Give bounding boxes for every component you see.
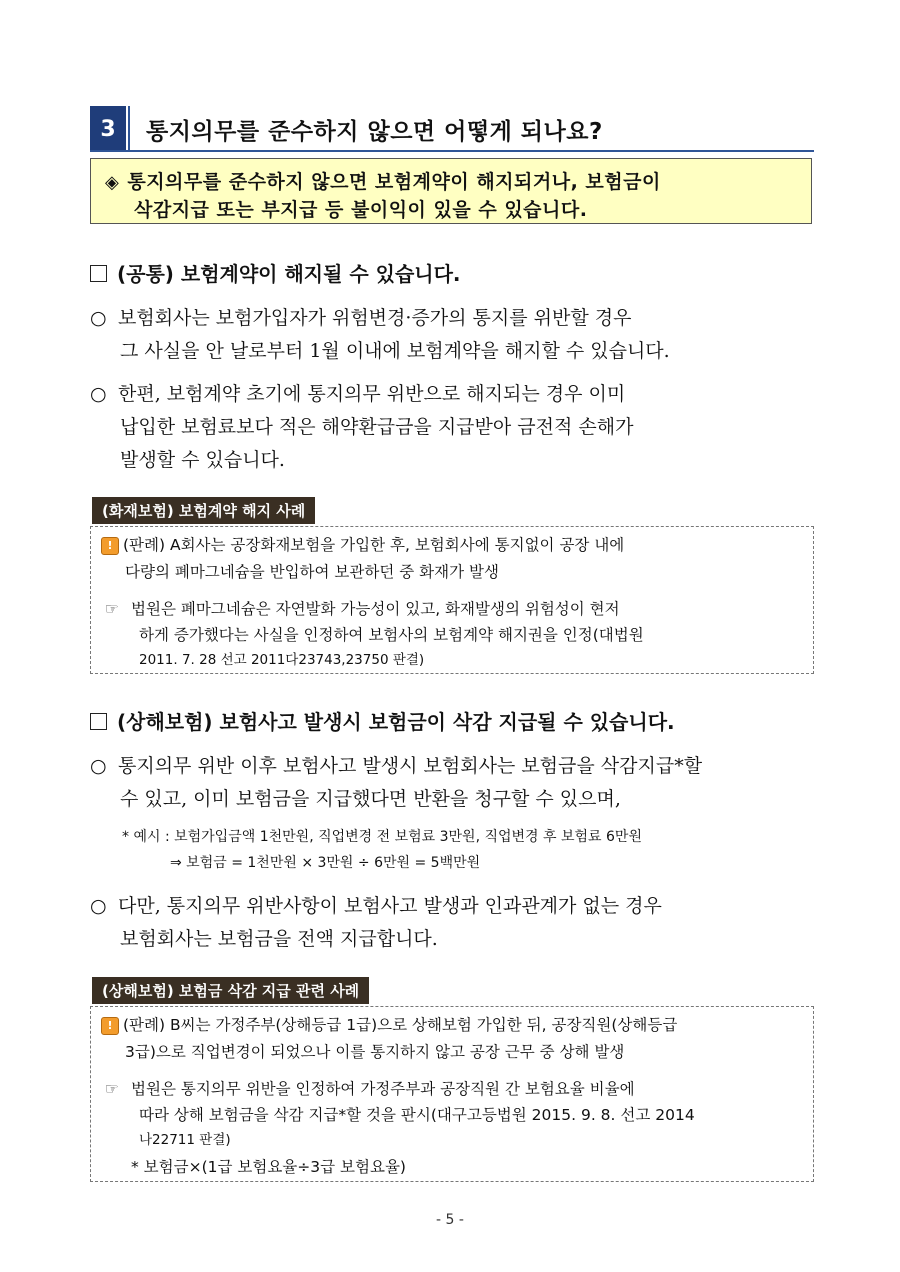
summary-box	[90, 158, 812, 224]
section-underline	[90, 150, 814, 152]
common-p1-line2: 그 사실을 안 날로부터 1월 이내에 보험계약을 해지할 수 있습니다.	[120, 340, 670, 362]
section-number: 3	[90, 106, 126, 152]
pointing-hand-icon: ☞	[105, 600, 119, 618]
case2-line5: 나22711 판결)	[139, 1132, 231, 1148]
case1-line4: 하게 증가했다는 사실을 인정하여 보험사의 보험계약 해지권을 인정(대법원	[139, 626, 644, 644]
case1-line2: 다량의 폐마그네슘을 반입하여 보관하던 중 화재가 발생	[125, 563, 499, 581]
common-p2-line1	[90, 378, 633, 411]
bullet-circle-icon: ○	[90, 755, 107, 777]
case1-line3	[105, 597, 620, 622]
injury-paragraph-1	[90, 750, 702, 816]
injury-p1-text1: 통지의무 위반 이후 보험사고 발생시 보험회사는 보험금을 삭감지급*할	[118, 755, 703, 777]
case2-label: (상해보험) 보험금 삭감 지급 관련 사례	[92, 977, 369, 1004]
injury-p2-line1	[90, 890, 662, 923]
injury-p1-line2: 수 있고, 이미 보험금을 지급했다면 반환을 청구할 수 있으며,	[120, 788, 621, 810]
bullet-circle-icon: ○	[90, 307, 107, 329]
case1-line5: 2011. 7. 28 선고 2011다23743,23750 판결)	[139, 652, 425, 668]
injury-heading-text: (상해보험) 보험사고 발생시 보험금이 삭감 지급될 수 있습니다.	[117, 710, 675, 734]
injury-paragraph-2	[90, 890, 662, 956]
bullet-circle-icon: ○	[90, 895, 107, 917]
alert-icon: !	[101, 1017, 119, 1035]
case2-line4: 따라 상해 보험금을 삭감 지급*할 것을 판시(대구고등법원 2015. 9. 8. 선고 2014	[139, 1106, 695, 1124]
page-number: - 5 -	[436, 1212, 464, 1228]
common-p2-line2: 납입한 보험료보다 적은 해약환급금을 지급받아 금전적 손해가	[120, 416, 634, 438]
common-p2-line3: 발생할 수 있습니다.	[120, 449, 285, 471]
case2-line2: 3급)으로 직업변경이 되었으나 이를 통지하지 않고 공장 근무 중 상해 발생	[125, 1043, 625, 1061]
injury-note-1: * 예시 : 보험가입금액 1천만원, 직업변경 전 보험료 3만원, 직업변경 후 보험료 6만원	[122, 829, 642, 845]
common-heading-text: (공통) 보험계약이 해지될 수 있습니다.	[117, 262, 461, 286]
injury-note-2: ⇒ 보험금 = 1천만원 × 3만원 ÷ 6만원 = 5백만원	[170, 855, 481, 871]
case1-line1	[101, 533, 624, 558]
case2-line1	[101, 1013, 677, 1038]
case1-text3: 법원은 폐마그네슘은 자연발화 가능성이 있고, 화재발생의 위험성이 현저	[131, 600, 620, 618]
pointing-hand-icon: ☞	[105, 1080, 119, 1098]
checkbox-icon	[90, 265, 107, 282]
injury-heading	[90, 706, 675, 735]
case2-text1: (판례) B씨는 가정주부(상해등급 1급)으로 상해보험 가입한 뒤, 공장직원(상해등급	[123, 1016, 678, 1034]
section-title: 통지의무를 준수하지 않으면 어떻게 되나요?	[146, 119, 603, 145]
diamond-icon: ◈	[105, 172, 120, 193]
summary-line-1	[105, 167, 661, 194]
checkbox-icon	[90, 713, 107, 730]
case2-line3	[105, 1077, 635, 1102]
case1-box	[90, 526, 814, 674]
common-heading	[90, 258, 461, 287]
injury-p2-line2: 보험회사는 보험금을 전액 지급합니다.	[120, 928, 438, 950]
summary-line-2: 삭감지급 또는 부지급 등 불이익이 있을 수 있습니다.	[134, 199, 588, 221]
injury-p1-line1	[90, 750, 702, 783]
common-p1-line1	[90, 302, 670, 335]
bullet-circle-icon: ○	[90, 383, 107, 405]
case1-label: (화재보험) 보험계약 해지 사례	[92, 497, 315, 524]
case2-note: * 보험금×(1급 보험요율÷3급 보험요율)	[131, 1158, 406, 1176]
case2-text3: 법원은 통지의무 위반을 인정하여 가정주부과 공장직원 간 보험요율 비율에	[131, 1080, 635, 1098]
case2-box	[90, 1006, 814, 1182]
common-p1-text1: 보험회사는 보험가입자가 위험변경·증가의 통지를 위반할 경우	[118, 307, 632, 329]
summary-text-1: 통지의무를 준수하지 않으면 보험계약이 해지되거나, 보험금이	[127, 171, 661, 193]
common-p2-text1: 한편, 보험계약 초기에 통지의무 위반으로 해지되는 경우 이미	[118, 383, 626, 405]
alert-icon: !	[101, 537, 119, 555]
case1-text1: (판례) A회사는 공장화재보험을 가입한 후, 보험회사에 통지없이 공장 내에	[123, 536, 625, 554]
section-divider	[128, 106, 130, 150]
common-paragraph-2	[90, 378, 633, 477]
injury-p2-text1: 다만, 통지의무 위반사항이 보험사고 발생과 인과관계가 없는 경우	[118, 895, 662, 917]
common-paragraph-1	[90, 302, 670, 368]
